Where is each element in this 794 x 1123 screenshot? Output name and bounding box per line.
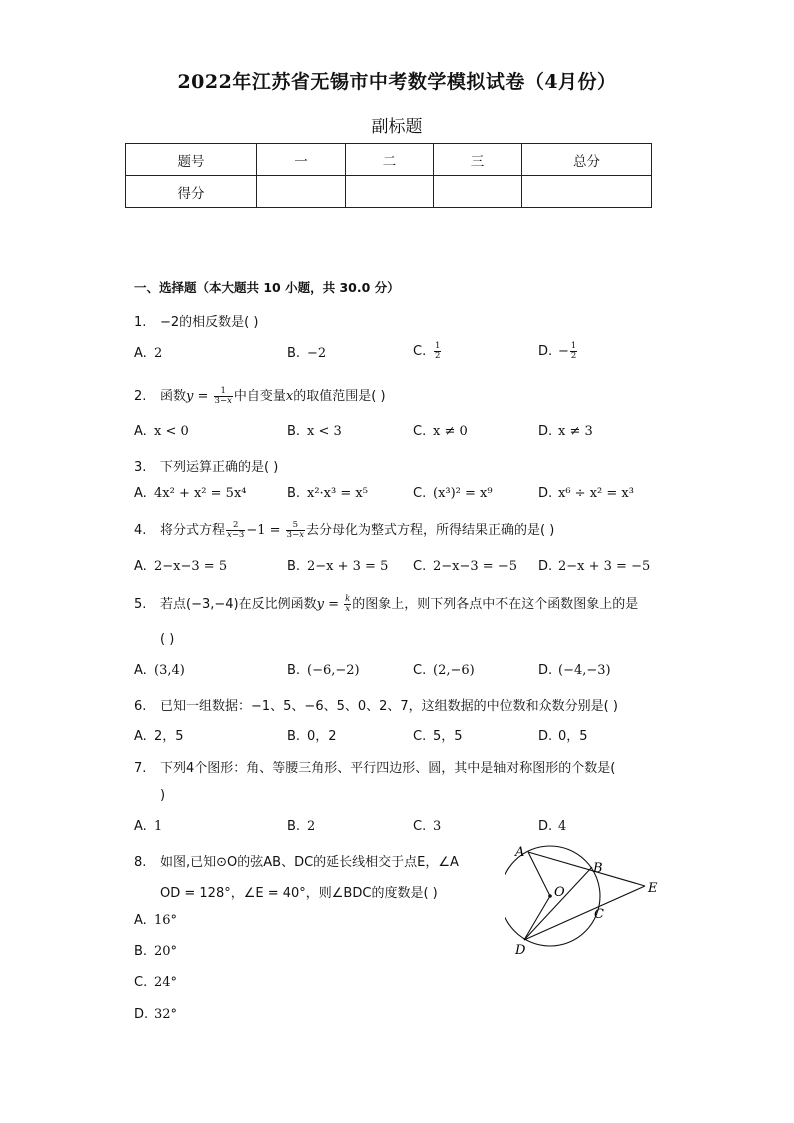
option-a[interactable]: A. (3,4) bbox=[134, 663, 185, 678]
center-point bbox=[548, 894, 552, 898]
question-text: 的图象上，则下列各点中不在这个函数图象上的是 bbox=[352, 597, 639, 612]
line-ae bbox=[528, 852, 645, 886]
question-number: 3. bbox=[134, 460, 147, 475]
label-o: O bbox=[554, 885, 565, 900]
question-number: 4. bbox=[134, 523, 147, 538]
option-d[interactable]: D. 0，5 bbox=[538, 729, 588, 744]
line-ao bbox=[528, 852, 550, 896]
score-header-cell: 一 bbox=[257, 144, 346, 176]
question-text: 已知一组数据：−1、5、−6、5、0、2、7，这组数据的中位数和众数分别是( ) bbox=[160, 699, 618, 714]
question-number: 5. bbox=[134, 597, 147, 612]
option-text: 0，2 bbox=[307, 729, 337, 744]
question-text: 中自变量 bbox=[233, 389, 286, 404]
option-text: x⁶ ÷ x² = x³ bbox=[558, 486, 634, 501]
question-4: 4. 将分式方程 $\frac{2}{x-3}$ −1 = $\frac{5}{3-x}$ 去分母化为整式方程，所得结果正确的是( ) bbox=[134, 520, 555, 540]
option-b[interactable] bbox=[287, 346, 326, 361]
option-text: 4x² + x² = 5x⁴ bbox=[154, 486, 247, 501]
option-text: 1 bbox=[154, 819, 163, 834]
option-label: B. bbox=[287, 346, 301, 361]
label-a: A bbox=[515, 845, 525, 860]
option-a[interactable]: A. 2，5 bbox=[134, 729, 184, 744]
score-header-cell: 题号 bbox=[126, 144, 257, 176]
fraction-formula: $\frac{5}{3-x}$ bbox=[286, 520, 304, 540]
fraction-one-half: $\frac{1}{2}$ bbox=[570, 341, 577, 361]
option-c[interactable]: C. 24° bbox=[134, 975, 178, 990]
question-number: 6. bbox=[134, 699, 147, 714]
option-text: (−4,−3) bbox=[558, 663, 611, 678]
label-c: C bbox=[594, 907, 604, 922]
line-db bbox=[524, 867, 592, 940]
option-a[interactable]: A. x < 0 bbox=[134, 424, 189, 439]
option-c[interactable]: C. 2−x−3 = −5 bbox=[413, 559, 517, 574]
question-3 bbox=[134, 456, 278, 475]
question-text: 如图,已知⊙O的弦AB、DC的延长线相交于点E，∠A bbox=[160, 855, 459, 870]
question-text: −2的相反数是( ) bbox=[160, 315, 259, 330]
score-table-header-row bbox=[126, 144, 652, 176]
option-b[interactable]: B. 2 bbox=[287, 819, 316, 834]
score-table bbox=[125, 143, 652, 208]
label-e: E bbox=[648, 881, 658, 896]
exam-title: 2022年江苏省无锡市中考数学模拟试卷（4月份） bbox=[177, 71, 617, 93]
question-6 bbox=[134, 695, 618, 714]
question-2: 2. 函数y = $\frac{1}{3-x}$ 中自变量x的取值范围是( ) bbox=[134, 386, 386, 406]
option-text: 0，5 bbox=[558, 729, 588, 744]
circle-o bbox=[505, 846, 600, 946]
option-b[interactable]: B. x < 3 bbox=[287, 424, 342, 439]
score-header-cell: 三 bbox=[434, 144, 522, 176]
question-text: 下列运算正确的是( ) bbox=[160, 460, 279, 475]
option-text: 2−x + 3 = −5 bbox=[558, 559, 651, 574]
question-text: 下列4个图形：角、等腰三角形、平行四边形、圆，其中是轴对称图形的个数是( bbox=[160, 761, 616, 776]
option-c[interactable]: C. x ≠ 0 bbox=[413, 424, 468, 439]
score-cell[interactable] bbox=[257, 176, 346, 208]
option-text: 4 bbox=[558, 819, 567, 834]
question-5-bracket: ( ) bbox=[160, 632, 175, 647]
option-d[interactable]: D. 4 bbox=[538, 819, 567, 834]
option-text: x ≠ 0 bbox=[433, 424, 468, 439]
option-text: −2 bbox=[307, 346, 327, 361]
option-text: 2 bbox=[154, 346, 163, 361]
circle-geometry-figure bbox=[505, 840, 675, 960]
question-8-line2: OD = 128°，∠E = 40°，则∠BDC的度数是( ) bbox=[160, 886, 438, 901]
option-c[interactable]: C. 3 bbox=[413, 819, 442, 834]
option-d[interactable]: D. − $\frac{1}{2}$ bbox=[538, 341, 577, 361]
option-c[interactable] bbox=[413, 342, 442, 361]
option-c[interactable]: C. (x³)² = x⁹ bbox=[413, 486, 493, 501]
option-text: 2−x−3 = −5 bbox=[433, 559, 517, 574]
score-cell[interactable] bbox=[522, 176, 652, 208]
option-text: (−6,−2) bbox=[307, 663, 360, 678]
option-text: 16° bbox=[154, 913, 178, 928]
option-d[interactable]: D. 32° bbox=[134, 1007, 178, 1022]
option-label: C. bbox=[413, 344, 427, 359]
option-c[interactable]: C. (2,−6) bbox=[413, 663, 475, 678]
option-c[interactable]: C. 5，5 bbox=[413, 729, 463, 744]
option-text: 32° bbox=[154, 1007, 178, 1022]
option-a[interactable] bbox=[134, 346, 162, 361]
option-text: (3,4) bbox=[154, 663, 185, 678]
line-od bbox=[524, 896, 550, 940]
score-cell[interactable] bbox=[346, 176, 434, 208]
option-text: 3 bbox=[433, 819, 442, 834]
label-b: B bbox=[593, 861, 603, 876]
option-text: x²·x³ = x⁵ bbox=[307, 486, 368, 501]
fraction-formula: $\frac{k}{x}$ bbox=[345, 594, 351, 614]
question-7 bbox=[134, 757, 615, 776]
option-text: x ≠ 3 bbox=[558, 424, 593, 439]
option-a[interactable]: A. 16° bbox=[134, 913, 178, 928]
option-a[interactable]: A. 2−x−3 = 5 bbox=[134, 559, 228, 574]
option-text: 2，5 bbox=[154, 729, 184, 744]
option-text: (2,−6) bbox=[433, 663, 475, 678]
option-b[interactable]: B. x²·x³ = x⁵ bbox=[287, 486, 368, 501]
fraction-formula: $\frac{1}{3-x}$ bbox=[214, 386, 232, 406]
score-table-score-row bbox=[126, 176, 652, 208]
option-b[interactable]: B. (−6,−2) bbox=[287, 663, 360, 678]
label-d: D bbox=[515, 943, 526, 958]
option-text: 20° bbox=[154, 944, 178, 959]
score-header-cell: 总分 bbox=[522, 144, 652, 176]
question-text: 去分母化为整式方程，所得结果正确的是( ) bbox=[306, 523, 555, 538]
fraction-one-half: $\frac{1}{2}$ bbox=[435, 341, 441, 361]
option-d[interactable]: D. x ≠ 3 bbox=[538, 424, 593, 439]
option-text: 2−x−3 = 5 bbox=[154, 559, 228, 574]
option-text: (x³)² = x⁹ bbox=[433, 486, 493, 501]
option-text: 2−x + 3 = 5 bbox=[307, 559, 389, 574]
question-number: 7. bbox=[134, 761, 147, 776]
question-number: 2. bbox=[134, 389, 147, 404]
question-8 bbox=[134, 851, 459, 870]
score-cell[interactable] bbox=[434, 176, 522, 208]
option-label: A. bbox=[134, 346, 147, 361]
option-b[interactable]: B. 2−x + 3 = 5 bbox=[287, 559, 389, 574]
option-d[interactable]: D. 2−x + 3 = −5 bbox=[538, 559, 651, 574]
question-text: 的取值范围是( ) bbox=[293, 389, 386, 404]
section-title: 一、选择题（本大题共 10 小题，共 30.0 分） bbox=[134, 280, 400, 295]
fraction-formula: $\frac{2}{x-3}$ bbox=[227, 520, 245, 540]
option-b[interactable]: B. 0，2 bbox=[287, 729, 337, 744]
option-text: 24° bbox=[154, 975, 178, 990]
option-a[interactable]: A. 4x² + x² = 5x⁴ bbox=[134, 486, 247, 501]
question-1 bbox=[134, 311, 258, 330]
question-number: 8. bbox=[134, 855, 147, 870]
score-header-cell: 二 bbox=[346, 144, 434, 176]
option-text: x < 3 bbox=[307, 424, 342, 439]
question-7-bracket: ) bbox=[160, 788, 166, 803]
question-text: 将分式方程 bbox=[160, 523, 226, 538]
question-5: 5. 若点(−3,−4)在反比例函数y = $\frac{k}{x}$ 的图象上，则下列各点中不在这个函数图象上的是 bbox=[134, 594, 639, 614]
exam-subtitle: 副标题 bbox=[371, 117, 423, 137]
option-text: x < 0 bbox=[154, 424, 189, 439]
option-text: 5，5 bbox=[433, 729, 463, 744]
option-label: D. bbox=[538, 344, 553, 359]
question-text: 函数 bbox=[160, 389, 187, 404]
option-b[interactable]: B. 20° bbox=[134, 944, 178, 959]
question-text: 若点(−3,−4)在反比例函数 bbox=[160, 597, 317, 612]
option-text: 2 bbox=[307, 819, 316, 834]
option-d[interactable]: D. (−4,−3) bbox=[538, 663, 611, 678]
score-row-label: 得分 bbox=[126, 176, 257, 208]
question-number: 1. bbox=[134, 315, 147, 330]
option-a[interactable]: A. 1 bbox=[134, 819, 163, 834]
option-d[interactable]: D. x⁶ ÷ x² = x³ bbox=[538, 486, 634, 501]
